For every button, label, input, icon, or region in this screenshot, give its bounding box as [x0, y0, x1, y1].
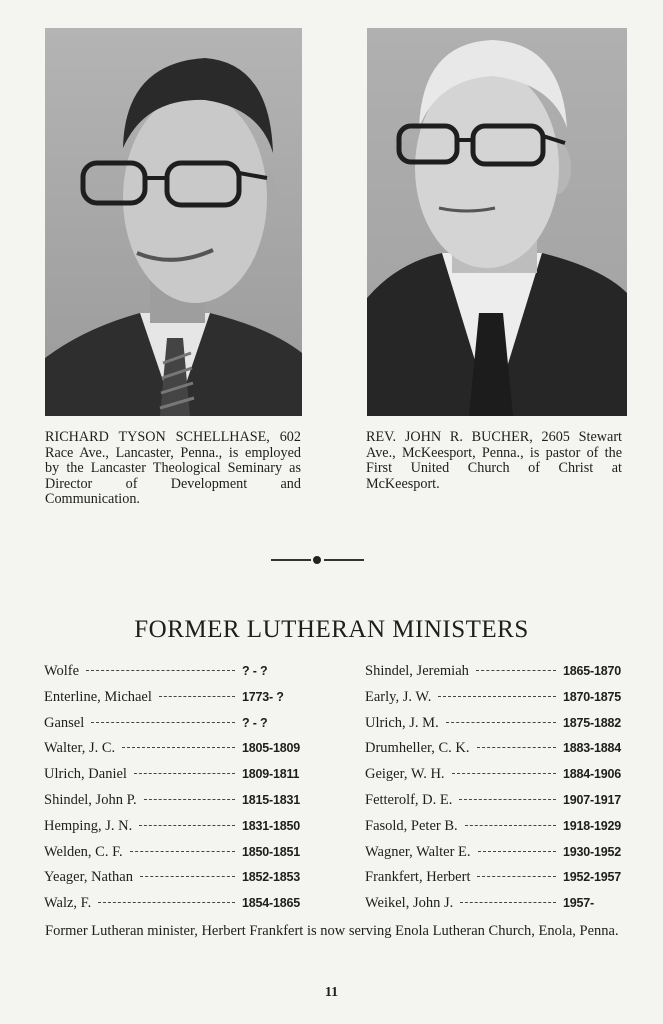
minister-years: 1865-1870: [563, 664, 621, 678]
divider-dot: [313, 556, 321, 564]
minister-years: 1883-1884: [563, 741, 621, 756]
minister-name: Wolfe: [44, 663, 80, 679]
footnote: Former Lutheran minister, Herbert Frankfert is now serving Enola Lutheran Church, Enola, Penna.: [45, 923, 619, 939]
minister-years: 1870-1875: [563, 689, 621, 704]
minister-name: Shindel, Jeremiah: [365, 663, 469, 679]
minister-entry: [44, 844, 300, 870]
minister-years: 1854-1865: [242, 896, 300, 911]
leader-dots: [446, 722, 556, 723]
minister-years: 1875-1882: [563, 715, 621, 730]
minister-name: Welden, C. F.: [44, 843, 123, 860]
minister-entry: [44, 740, 300, 766]
minister-years: 1957-: [563, 896, 594, 911]
minister-name: Weikel, John J.: [365, 895, 454, 912]
minister-years: 1831-1850: [242, 818, 300, 833]
leader-dots: [452, 773, 556, 774]
leader-dots: [459, 799, 556, 800]
divider-line-right: [324, 559, 364, 561]
minister-years: 1952-1957: [563, 870, 621, 885]
minister-entry: [44, 766, 300, 792]
leader-dots: [98, 902, 235, 903]
portrait-illustration: [367, 28, 627, 416]
minister-entry: [44, 792, 300, 818]
minister-name: Frankfert, Herbert: [365, 869, 471, 886]
minister-name: Early, J. W.: [365, 688, 432, 705]
minister-years: 1805-1809: [242, 741, 300, 756]
leader-dots: [86, 670, 235, 671]
minister-entry: [365, 895, 621, 921]
leader-dots: [465, 825, 556, 826]
minister-entry: [44, 818, 300, 844]
minister-years: 1907-1917: [563, 792, 621, 807]
minister-name: Ulrich, J. M.: [365, 714, 439, 731]
minister-name: Ulrich, Daniel: [44, 766, 127, 783]
minister-years: 1809-1811: [242, 767, 300, 782]
minister-years: 1918-1929: [563, 818, 621, 833]
minister-name: Fasold, Peter B.: [365, 817, 458, 834]
minister-entry: [44, 869, 300, 895]
minister-years: 1852-1853: [242, 870, 300, 885]
minister-years: 1773- ?: [242, 689, 284, 704]
leader-dots: [477, 747, 556, 748]
minister-entry: [44, 895, 300, 921]
leader-dots: [477, 876, 556, 877]
minister-entry: [365, 689, 621, 715]
minister-entry: [365, 818, 621, 844]
leader-dots: [139, 825, 235, 826]
page-number: 11: [324, 985, 339, 1000]
leader-dots: [460, 902, 556, 903]
minister-name: Hemping, J. N.: [44, 817, 133, 834]
leader-dots: [438, 696, 556, 697]
ministers-list-left: [44, 663, 300, 921]
minister-entry: [365, 740, 621, 766]
minister-years: 1815-1831: [242, 792, 300, 807]
minister-years: 1930-1952: [563, 844, 621, 859]
minister-entry: [44, 689, 300, 715]
minister-entry: [365, 715, 621, 741]
caption-bucher: REV. JOHN R. BUCHER, 2605 Stewart Ave., McKeesport, Penna., is pastor of the First United Church of Christ at McKeesport.: [366, 429, 622, 492]
section-heading: FORMER LUTHERAN MINISTERS: [134, 616, 529, 643]
portrait-illustration: [45, 28, 302, 416]
leader-dots: [122, 747, 235, 748]
minister-entry: [365, 844, 621, 870]
minister-name: Fetterolf, D. E.: [365, 791, 453, 808]
minister-name: Geiger, W. H.: [365, 766, 445, 783]
minister-entry: [44, 663, 300, 689]
minister-entry: [365, 792, 621, 818]
leader-dots: [91, 722, 235, 723]
leader-dots: [159, 696, 235, 697]
minister-entry: [365, 663, 621, 689]
minister-name: Wagner, Walter E.: [365, 843, 471, 860]
minister-entry: [365, 766, 621, 792]
divider-line-left: [271, 559, 311, 561]
minister-name: Drumheller, C. K.: [365, 740, 470, 757]
leader-dots: [140, 876, 235, 877]
minister-name: Walz, F.: [44, 895, 92, 912]
minister-name: Enterline, Michael: [44, 688, 152, 705]
leader-dots: [134, 773, 235, 774]
section-divider: [271, 557, 364, 563]
portrait-photo-bucher: [367, 28, 627, 416]
minister-name: Yeager, Nathan: [44, 869, 133, 886]
portrait-photo-schellhase: [45, 28, 302, 416]
minister-years: ? - ?: [242, 715, 268, 730]
minister-name: Walter, J. C.: [44, 740, 116, 757]
minister-name: Gansel: [44, 714, 85, 731]
caption-schellhase: RICHARD TYSON SCHELLHASE, 602 Race Ave., Lancaster, Penna., is employed by the Lancaster Theological Seminary as Director of Development and Communication.: [45, 429, 301, 508]
leader-dots: [130, 851, 235, 852]
ministers-list-right: [365, 663, 621, 921]
minister-years: 1850-1851: [242, 844, 300, 859]
minister-years: ? - ?: [242, 664, 268, 678]
minister-entry: [365, 869, 621, 895]
leader-dots: [478, 851, 556, 852]
minister-entry: [44, 715, 300, 741]
minister-name: Shindel, John P.: [44, 791, 137, 808]
minister-years: 1884-1906: [563, 767, 621, 782]
leader-dots: [144, 799, 235, 800]
leader-dots: [476, 670, 556, 671]
